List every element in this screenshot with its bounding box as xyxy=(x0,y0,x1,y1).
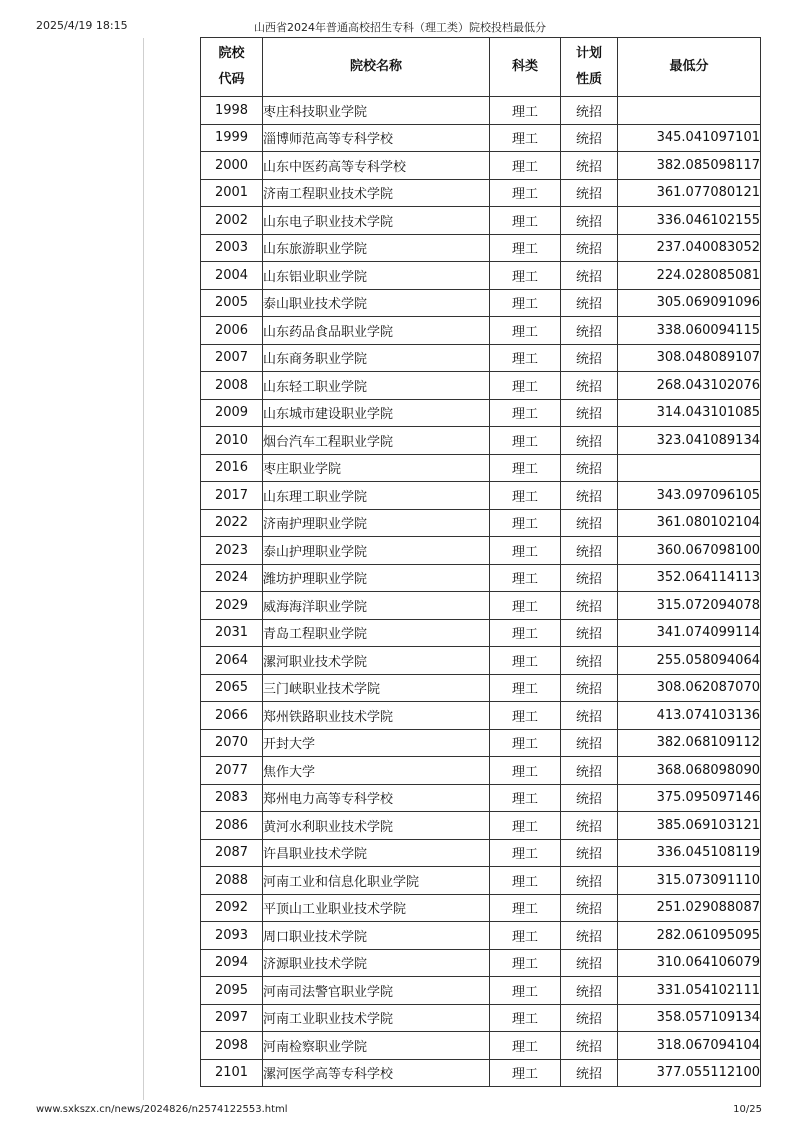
cell-name: 平顶山工业职业技术学院 xyxy=(263,894,490,922)
cell-code: 2098 xyxy=(201,1032,263,1060)
cell-name: 郑州铁路职业技术学院 xyxy=(263,702,490,730)
cell-type: 理工 xyxy=(490,289,561,317)
header-code-line2: 代码 xyxy=(218,72,245,87)
cell-name: 威海海洋职业学院 xyxy=(263,592,490,620)
table-row xyxy=(201,537,761,565)
cell-plan: 统招 xyxy=(561,1032,618,1060)
cell-plan: 统招 xyxy=(561,977,618,1005)
table-row xyxy=(201,757,761,785)
cell-type: 理工 xyxy=(490,509,561,537)
cell-score: 255.058094064 xyxy=(618,647,761,675)
cell-plan: 统招 xyxy=(561,509,618,537)
cell-name: 泰山职业技术学院 xyxy=(263,289,490,317)
cell-plan: 统招 xyxy=(561,317,618,345)
cell-score: 336.046102155 xyxy=(618,207,761,235)
header-type: 科类 xyxy=(490,38,561,97)
table-row xyxy=(201,1032,761,1060)
cell-type: 理工 xyxy=(490,619,561,647)
cell-type: 理工 xyxy=(490,647,561,675)
cell-code: 2070 xyxy=(201,729,263,757)
cell-plan: 统招 xyxy=(561,344,618,372)
table-row xyxy=(201,564,761,592)
cell-code: 2002 xyxy=(201,207,263,235)
cell-name: 三门峡职业技术学院 xyxy=(263,674,490,702)
cell-plan: 统招 xyxy=(561,454,618,482)
cell-code: 2006 xyxy=(201,317,263,345)
cell-type: 理工 xyxy=(490,894,561,922)
table-row xyxy=(201,977,761,1005)
cell-score: 413.074103136 xyxy=(618,702,761,730)
cell-type: 理工 xyxy=(490,564,561,592)
cell-code: 2083 xyxy=(201,784,263,812)
cell-score: 341.074099114 xyxy=(618,619,761,647)
cell-plan: 统招 xyxy=(561,97,618,125)
cell-score: 358.057109134 xyxy=(618,1004,761,1032)
cell-type: 理工 xyxy=(490,399,561,427)
table-header-row xyxy=(201,38,761,97)
cell-name: 潍坊护理职业学院 xyxy=(263,564,490,592)
cell-score: 382.085098117 xyxy=(618,152,761,180)
cell-name: 山东药品食品职业学院 xyxy=(263,317,490,345)
table-row xyxy=(201,619,761,647)
table-row xyxy=(201,812,761,840)
table-row xyxy=(201,262,761,290)
cell-plan: 统招 xyxy=(561,289,618,317)
cell-code: 2066 xyxy=(201,702,263,730)
table-row xyxy=(201,344,761,372)
cell-code: 2101 xyxy=(201,1059,263,1087)
cell-name: 黄河水利职业技术学院 xyxy=(263,812,490,840)
cell-type: 理工 xyxy=(490,427,561,455)
cell-code: 2017 xyxy=(201,482,263,510)
cell-name: 淄博师范高等专科学校 xyxy=(263,124,490,152)
table-row xyxy=(201,647,761,675)
cell-score: 237.040083052 xyxy=(618,234,761,262)
cell-name: 枣庄科技职业学院 xyxy=(263,97,490,125)
cell-code: 2031 xyxy=(201,619,263,647)
cell-code: 2003 xyxy=(201,234,263,262)
cell-type: 理工 xyxy=(490,97,561,125)
cell-code: 2064 xyxy=(201,647,263,675)
cell-code: 2007 xyxy=(201,344,263,372)
cell-score: 331.054102111 xyxy=(618,977,761,1005)
table-row xyxy=(201,674,761,702)
cell-score: 343.097096105 xyxy=(618,482,761,510)
cell-plan: 统招 xyxy=(561,647,618,675)
cell-plan: 统招 xyxy=(561,537,618,565)
cell-score: 360.067098100 xyxy=(618,537,761,565)
table-row xyxy=(201,592,761,620)
cell-name: 周口职业技术学院 xyxy=(263,922,490,950)
cell-code: 2086 xyxy=(201,812,263,840)
cell-type: 理工 xyxy=(490,867,561,895)
cell-plan: 统招 xyxy=(561,757,618,785)
header-plan-line1: 计划 xyxy=(575,46,602,61)
cell-name: 郑州电力高等专科学校 xyxy=(263,784,490,812)
header-plan xyxy=(561,38,618,97)
table-row xyxy=(201,867,761,895)
cell-name: 漯河职业技术学院 xyxy=(263,647,490,675)
cell-type: 理工 xyxy=(490,482,561,510)
table-row xyxy=(201,427,761,455)
cell-code: 2004 xyxy=(201,262,263,290)
table-row xyxy=(201,949,761,977)
cell-plan: 统招 xyxy=(561,867,618,895)
cell-plan: 统招 xyxy=(561,922,618,950)
cell-plan: 统招 xyxy=(561,124,618,152)
cell-plan: 统招 xyxy=(561,729,618,757)
cell-score: 308.048089107 xyxy=(618,344,761,372)
header-plan-line2: 性质 xyxy=(575,72,602,87)
table-row xyxy=(201,922,761,950)
cell-plan: 统招 xyxy=(561,619,618,647)
cell-score: 323.041089134 xyxy=(618,427,761,455)
cell-type: 理工 xyxy=(490,729,561,757)
cell-type: 理工 xyxy=(490,262,561,290)
table-row xyxy=(201,152,761,180)
cell-name: 焦作大学 xyxy=(263,757,490,785)
margin-divider xyxy=(143,38,144,1100)
cell-code: 2001 xyxy=(201,179,263,207)
cell-score: 361.077080121 xyxy=(618,179,761,207)
cell-plan: 统招 xyxy=(561,372,618,400)
cell-code: 2010 xyxy=(201,427,263,455)
table-row xyxy=(201,1004,761,1032)
cell-type: 理工 xyxy=(490,1059,561,1087)
cell-type: 理工 xyxy=(490,784,561,812)
cell-score xyxy=(618,97,761,125)
cell-code: 2065 xyxy=(201,674,263,702)
cell-code: 2093 xyxy=(201,922,263,950)
cell-plan: 统招 xyxy=(561,152,618,180)
table-row xyxy=(201,729,761,757)
cell-code: 1999 xyxy=(201,124,263,152)
cell-code: 2092 xyxy=(201,894,263,922)
cell-plan: 统招 xyxy=(561,702,618,730)
print-datetime: 2025/4/19 18:15 xyxy=(36,19,128,32)
cell-plan: 统招 xyxy=(561,179,618,207)
table-row xyxy=(201,894,761,922)
cell-type: 理工 xyxy=(490,674,561,702)
cell-score: 345.041097101 xyxy=(618,124,761,152)
cell-plan: 统招 xyxy=(561,234,618,262)
table-row xyxy=(201,317,761,345)
header-score: 最低分 xyxy=(618,38,761,97)
cell-score: 318.067094104 xyxy=(618,1032,761,1060)
cell-type: 理工 xyxy=(490,1004,561,1032)
page-number: 10/25 xyxy=(733,1104,762,1115)
cell-type: 理工 xyxy=(490,537,561,565)
cell-type: 理工 xyxy=(490,344,561,372)
cell-name: 枣庄职业学院 xyxy=(263,454,490,482)
cell-score xyxy=(618,454,761,482)
cell-name: 泰山护理职业学院 xyxy=(263,537,490,565)
cell-score: 375.095097146 xyxy=(618,784,761,812)
table-row xyxy=(201,179,761,207)
cell-type: 理工 xyxy=(490,757,561,785)
cell-score: 310.064106079 xyxy=(618,949,761,977)
table-row xyxy=(201,509,761,537)
cell-plan: 统招 xyxy=(561,1059,618,1087)
table-row xyxy=(201,454,761,482)
cell-type: 理工 xyxy=(490,179,561,207)
cell-type: 理工 xyxy=(490,1032,561,1060)
cell-code: 2023 xyxy=(201,537,263,565)
table-row xyxy=(201,784,761,812)
page-title: 山西省2024年普通高校招生专科（理工类）院校投档最低分 xyxy=(254,21,546,34)
cell-name: 河南司法警官职业学院 xyxy=(263,977,490,1005)
cell-type: 理工 xyxy=(490,372,561,400)
cell-name: 山东理工职业学院 xyxy=(263,482,490,510)
cell-code: 2087 xyxy=(201,839,263,867)
cell-name: 山东中医药高等专科学校 xyxy=(263,152,490,180)
cell-score: 305.069091096 xyxy=(618,289,761,317)
table-row xyxy=(201,289,761,317)
cell-name: 山东商务职业学院 xyxy=(263,344,490,372)
cell-name: 山东轻工职业学院 xyxy=(263,372,490,400)
cell-type: 理工 xyxy=(490,317,561,345)
cell-name: 河南工业和信息化职业学院 xyxy=(263,867,490,895)
cell-plan: 统招 xyxy=(561,894,618,922)
cell-plan: 统招 xyxy=(561,812,618,840)
cell-name: 山东城市建设职业学院 xyxy=(263,399,490,427)
cell-name: 烟台汽车工程职业学院 xyxy=(263,427,490,455)
cell-code: 2016 xyxy=(201,454,263,482)
cell-type: 理工 xyxy=(490,124,561,152)
cell-plan: 统招 xyxy=(561,262,618,290)
cell-code: 2095 xyxy=(201,977,263,1005)
cell-name: 山东旅游职业学院 xyxy=(263,234,490,262)
cell-plan: 统招 xyxy=(561,564,618,592)
cell-type: 理工 xyxy=(490,812,561,840)
header-code-line1: 院校 xyxy=(218,46,245,61)
table-body xyxy=(201,97,761,1087)
cell-code: 2008 xyxy=(201,372,263,400)
cell-code: 2077 xyxy=(201,757,263,785)
cell-code: 2005 xyxy=(201,289,263,317)
table-row xyxy=(201,234,761,262)
cell-score: 361.080102104 xyxy=(618,509,761,537)
cell-name: 济南护理职业学院 xyxy=(263,509,490,537)
table-row xyxy=(201,399,761,427)
cell-score: 315.072094078 xyxy=(618,592,761,620)
score-table xyxy=(200,37,761,1087)
cell-type: 理工 xyxy=(490,152,561,180)
table-row xyxy=(201,372,761,400)
cell-score: 224.028085081 xyxy=(618,262,761,290)
cell-type: 理工 xyxy=(490,922,561,950)
cell-score: 338.060094115 xyxy=(618,317,761,345)
cell-score: 308.062087070 xyxy=(618,674,761,702)
cell-score: 336.045108119 xyxy=(618,839,761,867)
cell-name: 漯河医学高等专科学校 xyxy=(263,1059,490,1087)
table-row xyxy=(201,482,761,510)
table-row xyxy=(201,97,761,125)
cell-type: 理工 xyxy=(490,234,561,262)
cell-code: 2009 xyxy=(201,399,263,427)
cell-code: 2097 xyxy=(201,1004,263,1032)
table-row xyxy=(201,839,761,867)
cell-plan: 统招 xyxy=(561,207,618,235)
cell-score: 315.073091110 xyxy=(618,867,761,895)
cell-plan: 统招 xyxy=(561,482,618,510)
cell-name: 山东铝业职业学院 xyxy=(263,262,490,290)
cell-score: 314.043101085 xyxy=(618,399,761,427)
cell-name: 济源职业技术学院 xyxy=(263,949,490,977)
table-row xyxy=(201,1059,761,1087)
cell-name: 青岛工程职业学院 xyxy=(263,619,490,647)
cell-name: 开封大学 xyxy=(263,729,490,757)
cell-score: 251.029088087 xyxy=(618,894,761,922)
cell-score: 268.043102076 xyxy=(618,372,761,400)
cell-type: 理工 xyxy=(490,702,561,730)
cell-score: 282.061095095 xyxy=(618,922,761,950)
cell-score: 368.068098090 xyxy=(618,757,761,785)
cell-type: 理工 xyxy=(490,454,561,482)
cell-type: 理工 xyxy=(490,949,561,977)
table-row xyxy=(201,702,761,730)
cell-code: 2094 xyxy=(201,949,263,977)
cell-plan: 统招 xyxy=(561,949,618,977)
cell-score: 382.068109112 xyxy=(618,729,761,757)
cell-plan: 统招 xyxy=(561,1004,618,1032)
cell-score: 377.055112100 xyxy=(618,1059,761,1087)
cell-code: 2000 xyxy=(201,152,263,180)
cell-name: 河南工业职业技术学院 xyxy=(263,1004,490,1032)
cell-score: 385.069103121 xyxy=(618,812,761,840)
footer-url: www.sxkszx.cn/news/2024826/n2574122553.html xyxy=(36,1104,288,1115)
cell-type: 理工 xyxy=(490,207,561,235)
cell-name: 山东电子职业技术学院 xyxy=(263,207,490,235)
cell-code: 2024 xyxy=(201,564,263,592)
cell-plan: 统招 xyxy=(561,839,618,867)
cell-code: 2022 xyxy=(201,509,263,537)
header-name: 院校名称 xyxy=(263,38,490,97)
cell-code: 1998 xyxy=(201,97,263,125)
cell-plan: 统招 xyxy=(561,784,618,812)
table-row xyxy=(201,124,761,152)
cell-plan: 统招 xyxy=(561,674,618,702)
cell-code: 2088 xyxy=(201,867,263,895)
cell-score: 352.064114113 xyxy=(618,564,761,592)
cell-name: 河南检察职业学院 xyxy=(263,1032,490,1060)
cell-code: 2029 xyxy=(201,592,263,620)
cell-type: 理工 xyxy=(490,592,561,620)
cell-name: 许昌职业技术学院 xyxy=(263,839,490,867)
cell-plan: 统招 xyxy=(561,427,618,455)
cell-type: 理工 xyxy=(490,839,561,867)
cell-plan: 统招 xyxy=(561,399,618,427)
cell-name: 济南工程职业技术学院 xyxy=(263,179,490,207)
header-code xyxy=(201,38,263,97)
cell-type: 理工 xyxy=(490,977,561,1005)
cell-plan: 统招 xyxy=(561,592,618,620)
table-row xyxy=(201,207,761,235)
